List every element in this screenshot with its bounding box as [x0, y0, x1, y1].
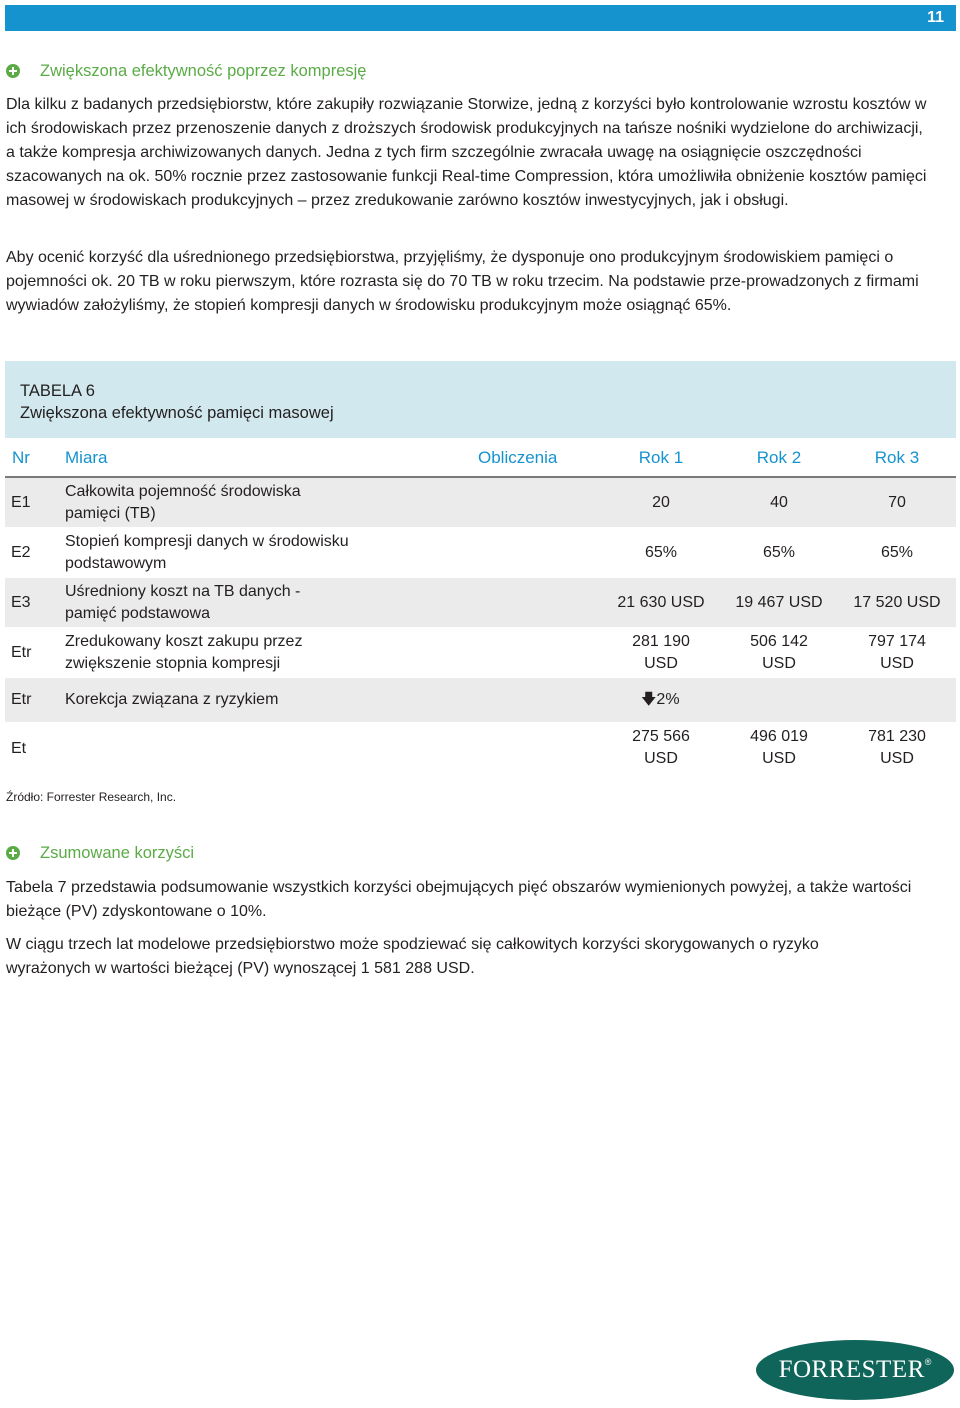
logo-registered-mark: ® [924, 1357, 932, 1367]
cell-measure: Korekcja związana z ryzykiem [65, 691, 279, 708]
table-row [5, 628, 956, 677]
cell-year2: 40 [770, 494, 788, 511]
cell-year3: 781 230 USD [868, 728, 926, 767]
forrester-logo [756, 1340, 954, 1400]
section-heading-summary [6, 841, 194, 865]
section-heading-compression [6, 59, 366, 83]
table-title: Zwiększona efektywność pamięci masowej [20, 404, 334, 422]
cell-year1: 275 566 USD [632, 728, 690, 767]
plus-circle-icon [6, 846, 20, 860]
column-header-year2: Rok 2 [756, 448, 802, 467]
column-header-calc: Obliczenia [478, 448, 558, 467]
cell-year3: 797 174 USD [868, 633, 926, 672]
section-title: Zwiększona efektywność poprzez kompresję [40, 61, 367, 80]
table-number: TABELA 6 [20, 382, 95, 400]
column-header-nr: Nr [12, 448, 30, 467]
cell-nr: E1 [11, 494, 31, 511]
cell-year1 [641, 689, 680, 711]
cell-nr: Et [11, 740, 27, 757]
cell-year3: 17 520 USD [853, 594, 941, 611]
plus-circle-icon [6, 64, 20, 78]
cell-nr: Etr [11, 691, 32, 708]
arrow-down-icon: 🡇 [641, 691, 657, 708]
risk-value: 2% [656, 691, 680, 708]
table-row [5, 723, 956, 775]
cell-year2: 65% [762, 544, 796, 561]
cell-measure: Zredukowany koszt zakupu przez zwiększenie stopnia kompresji [65, 633, 303, 672]
paragraph: W ciągu trzech lat modelowe przedsiębiorstwo może spodziewać się całkowitych korzyści skorygowanych o ryzyko wyrażonych w wartości bieżącej (PV) wynoszącej 1 581 288 USD. [6, 936, 819, 977]
table-row [5, 528, 956, 577]
cell-year1: 281 190 USD [632, 633, 690, 672]
table-caption [20, 380, 334, 424]
column-header-measure: Miara [65, 448, 108, 467]
table-title-box [5, 361, 956, 438]
cell-measure: Uśredniony koszt na TB danych - pamięć podstawowa [65, 583, 301, 622]
section-title: Zsumowane korzyści [40, 843, 195, 862]
cell-year1: 65% [644, 544, 678, 561]
column-header-year1: Rok 1 [638, 448, 684, 467]
paragraph: Tabela 7 przedstawia podsumowanie wszystkich korzyści obejmujących pięć obszarów wymienionych powyżej, a także wartości bieżące (PV) zdyskontowane o 10%. [6, 879, 912, 920]
cell-year1: 20 [652, 494, 670, 511]
cell-year1: 21 630 USD [617, 594, 705, 611]
cell-year2: 506 142 USD [750, 633, 808, 672]
cell-nr: E3 [11, 594, 31, 611]
column-header-year3: Rok 3 [874, 448, 920, 467]
paragraph: Dla kilku z badanych przedsiębiorstw, które zakupiły rozwiązanie Storwize, jedną z korzyści było kontrolowanie wzrostu kosztów w ich środowiskach przez przenoszenie danych z droższych środowisk produkcyjnych na tańsze nośniki wydzielone do archiwizacji, a także kompresja archiwizowanych danych. Jedna z tych firm szczególnie zwracała uwagę na osiągnięcie oszczędności szacowanych na ok. 50% rocznie przez zastosowanie funkcji Real-time Compression, która umożliwiła obniżenie kosztów pamięci masowej w środowiskach produkcyjnych – przez zredukowanie zarówno kosztów inwestycyjnych, jak i obsługi. [6, 96, 927, 209]
paragraph: Aby ocenić korzyść dla uśrednionego przedsiębiorstwa, przyjęliśmy, że dysponuje ono produkcyjnym środowiskiem pamięci o pojemności ok. 20 TB w roku pierwszym, które rozrasta się do 70 TB w roku trzecim. Na podstawie prze-prowadzonych z firmami wywiadów założyliśmy, że stopień kompresji danych w środowisku produkcyjnym może osiągnąć 65%. [6, 249, 919, 314]
table-row [5, 678, 956, 722]
page-header-bar [5, 5, 956, 31]
cell-measure: Całkowita pojemność środowiska pamięci (TB) [65, 483, 301, 522]
cell-measure: Stopień kompresji danych w środowisku podstawowym [65, 533, 349, 572]
cell-nr: E2 [11, 544, 31, 561]
table-row [5, 478, 956, 527]
cell-year3: 70 [888, 494, 906, 511]
cell-year3: 65% [880, 544, 914, 561]
page-number: 11 [927, 9, 944, 26]
cell-year2: 496 019 USD [750, 728, 808, 767]
cell-year2: 19 467 USD [735, 594, 823, 611]
table-source: Źródło: Forrester Research, Inc. [6, 790, 177, 804]
cell-nr: Etr [11, 644, 32, 661]
table-row [5, 578, 956, 627]
logo-text: FORRESTER [778, 1356, 925, 1383]
